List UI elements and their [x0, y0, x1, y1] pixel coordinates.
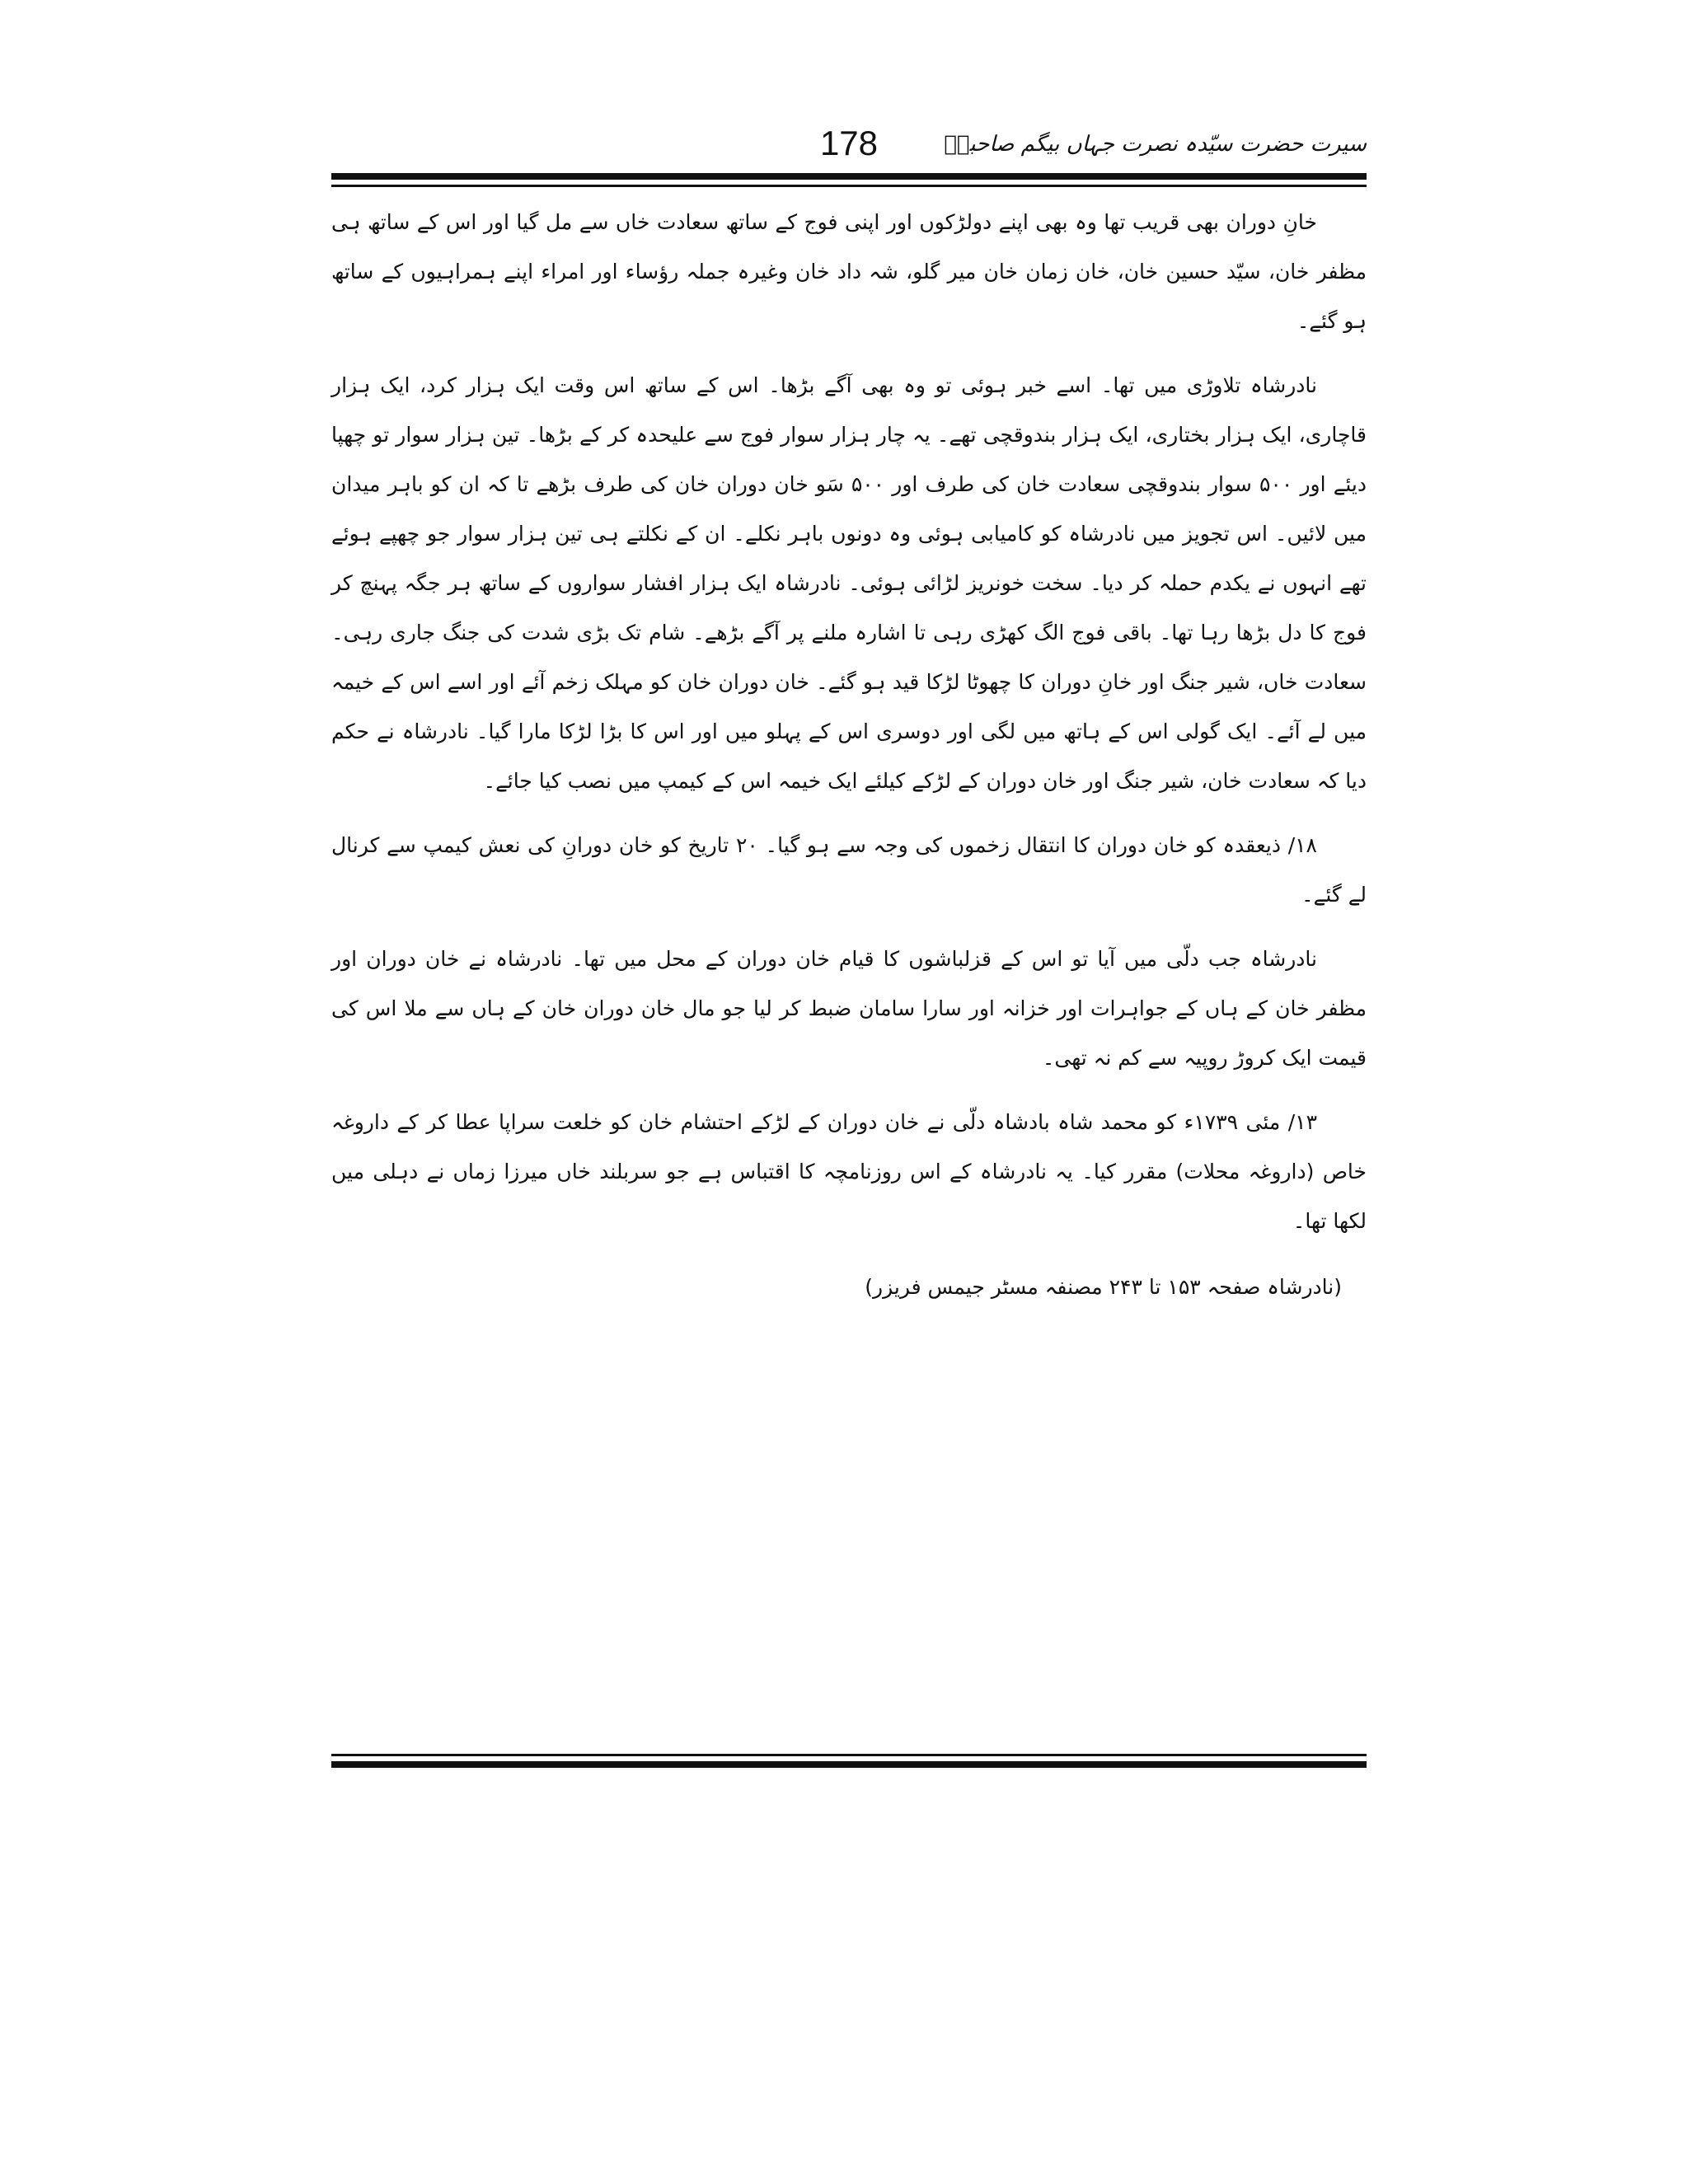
running-title: سیرت حضرت سیّدہ نصرت جہاں بیگم صاحبہؓ [944, 132, 1367, 157]
footer-rule-thick [331, 1761, 1367, 1768]
paragraph-1: خانِ دوران بھی قریب تھا وہ بھی اپنے دولڑکوں اور اپنی فوج کے ساتھ سعادت خاں سے مل گیا اور اس کے ساتھ ہی مظفر خان، سیّد حسین خان، خان زمان خان میر گلو، شہ داد خان وغیرہ جملہ رؤساء اور امراء اپنے ہمراہیوں کے ساتھ ہو گئے۔ [331, 210, 1367, 333]
paragraph-3: ۱۸/ ذیعقدہ کو خان دوران کا انتقال زخموں کی وجہ سے ہو گیا۔ ۲۰ تاریخ کو خان دورانِ کی نعش کیمپ سے کرنال لے گئے۔ [331, 833, 1367, 907]
footer-rule-thin [331, 1754, 1367, 1756]
page-header [331, 124, 1367, 171]
paragraph-4: نادرشاہ جب دلّی میں آیا تو اس کے قزلباشوں کا قیام خان دوران کے محل میں تھا۔ نادرشاہ نے خان دوران اور مظفر خان کے ہاں کے جواہرات اور خزانہ اور سارا سامان ضبط کر لیا جو مال خان دوران خان کے ہاں سے ملا اس کی قیمت ایک کروڑ روپیہ سے کم نہ تھی۔ [331, 947, 1367, 1070]
page-body [331, 198, 1367, 1312]
header-rule-thick [331, 173, 1367, 180]
source-reference: (نادرشاہ صفحہ ۱۵۳ تا ۲۴۳ مصنفہ مسٹر جیمس فریزر) [865, 1275, 1342, 1299]
paragraph-5: ۱۳/ مئی ۱۷۳۹ء کو محمد شاہ بادشاہ دلّی نے خان دوران کے لڑکے احتشام خان کو خلعت سراپا عطا کر کے داروغہ خاص (داروغہ محلات) مقرر کیا۔ یہ نادرشاہ کے اس روزنامچہ کا اقتباس ہے جو سربلند خاں میرزا زماں نے دہلی میں لکھا تھا۔ [331, 1110, 1367, 1233]
paragraph-2: نادرشاہ تلاوڑی میں تھا۔ اسے خبر ہوئی تو وہ بھی آگے بڑھا۔ اس کے ساتھ اس وقت ایک ہزار کرد، ایک ہزار قاچاری، ایک ہزار بختاری، ایک ہزار بندوقچی تھے۔ یہ چار ہزار سوار فوج سے علیحدہ کر کے بڑھا۔ تین ہزار سوار تو چھپا دیئے اور ۵۰۰ سوار بندوقچی سعادت خان کی طرف اور ۵۰۰ سَو خان دوران خان کی طرف بڑھے تا کہ ان کو باہر میدان میں لائیں۔ اس تجویز میں نادرشاہ کو کامیابی ہوئی وہ دونوں باہر نکلے۔ ان کے نکلتے ہی تین ہزار سوار جو چھپے ہوئے تھے انہوں نے یکدم حملہ کر دیا۔ سخت خونریز لڑائی ہوئی۔ نادرشاہ ایک ہزار افشار سواروں کے ساتھ ہر جگہ پہنچ کر فوج کا دل بڑھا رہا تھا۔ باقی فوج الگ کھڑی رہی تا اشارہ ملنے پر آگے بڑھے۔ شام تک بڑی شدت کی جنگ جاری رہی۔ سعادت خاں، شیر جنگ اور خانِ دوران کا چھوٹا لڑکا قید ہو گئے۔ خان دوران خان کو مہلک زخم آئے اور اسے اس کے خیمہ میں لے آئے۔ ایک گولی اس کے ہاتھ میں لگی اور دوسری اس کے پہلو میں اور اس کا بڑا لڑکا مارا گیا۔ نادرشاہ نے حکم دیا کہ سعادت خان، شیر جنگ اور خان دوران کے لڑکے کیلئے ایک خیمہ اس کے کیمپ میں نصب کیا جائے۔ [331, 373, 1367, 793]
page-number: 178 [819, 124, 879, 162]
header-rule-thin [331, 185, 1367, 187]
